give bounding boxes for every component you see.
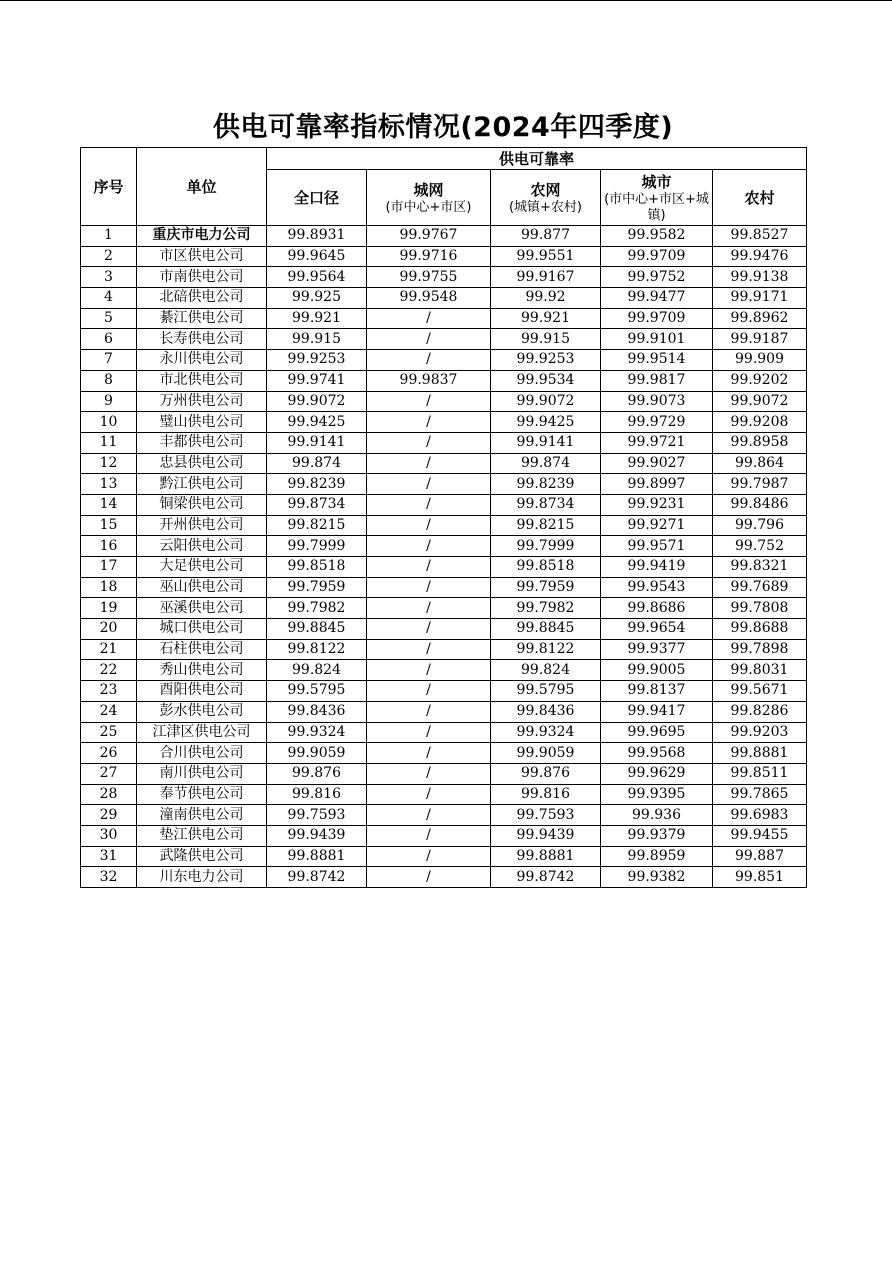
cell-overall: 99.7959 [267, 577, 367, 598]
cell-rural: 99.7987 [713, 474, 807, 495]
cell-rural-net: 99.8122 [491, 639, 601, 660]
table-row [81, 474, 807, 495]
cell-city: 99.8137 [601, 681, 713, 702]
cell-city: 99.936 [601, 805, 713, 826]
cell-city: 99.8959 [601, 846, 713, 867]
cell-rural: 99.9187 [713, 329, 807, 350]
cell-seq: 11 [81, 432, 137, 453]
cell-rural-net: 99.92 [491, 288, 601, 309]
cell-rural: 99.8881 [713, 743, 807, 764]
cell-unit: 彭水供电公司 [137, 701, 267, 722]
cell-city-net: / [367, 825, 491, 846]
cell-city-net: / [367, 660, 491, 681]
cell-rural-net: 99.7959 [491, 577, 601, 598]
table-row [81, 267, 807, 288]
cell-rural-net: 99.9425 [491, 412, 601, 433]
cell-overall: 99.9425 [267, 412, 367, 433]
cell-city-net: / [367, 743, 491, 764]
cell-seq: 10 [81, 412, 137, 433]
cell-city: 99.9379 [601, 825, 713, 846]
cell-city: 99.9695 [601, 722, 713, 743]
cell-seq: 21 [81, 639, 137, 660]
table-row [81, 825, 807, 846]
cell-seq: 32 [81, 867, 137, 888]
cell-unit: 市南供电公司 [137, 267, 267, 288]
cell-rural: 99.9171 [713, 288, 807, 309]
cell-overall: 99.9564 [267, 267, 367, 288]
cell-unit: 川东电力公司 [137, 867, 267, 888]
cell-rural-net: 99.8734 [491, 494, 601, 515]
cell-rural-net: 99.9072 [491, 391, 601, 412]
cell-city: 99.9752 [601, 267, 713, 288]
cell-overall: 99.921 [267, 308, 367, 329]
cell-unit: 城口供电公司 [137, 619, 267, 640]
cell-rural: 99.8031 [713, 660, 807, 681]
cell-unit: 市区供电公司 [137, 246, 267, 267]
cell-unit: 长寿供电公司 [137, 329, 267, 350]
cell-rural-net: 99.8881 [491, 846, 601, 867]
header-city: 城市 (市中心+市区+城镇) [601, 170, 713, 226]
cell-city-net: / [367, 432, 491, 453]
cell-city: 99.9629 [601, 763, 713, 784]
cell-overall: 99.8881 [267, 846, 367, 867]
cell-city-net: / [367, 329, 491, 350]
header-unit: 单位 [137, 148, 267, 226]
cell-city-net: / [367, 867, 491, 888]
cell-rural-net: 99.816 [491, 784, 601, 805]
table-row [81, 701, 807, 722]
cell-unit: 江津区供电公司 [137, 722, 267, 743]
table-row [81, 722, 807, 743]
cell-city-net: / [367, 681, 491, 702]
table-row [81, 619, 807, 640]
cell-seq: 19 [81, 598, 137, 619]
cell-rural-net: 99.876 [491, 763, 601, 784]
cell-overall: 99.8436 [267, 701, 367, 722]
cell-city: 99.9027 [601, 453, 713, 474]
cell-city: 99.9417 [601, 701, 713, 722]
cell-rural: 99.752 [713, 536, 807, 557]
cell-unit: 秀山供电公司 [137, 660, 267, 681]
table-body [81, 226, 807, 888]
cell-city: 99.9271 [601, 515, 713, 536]
cell-city: 99.9568 [601, 743, 713, 764]
cell-seq: 2 [81, 246, 137, 267]
cell-rural-net: 99.9141 [491, 432, 601, 453]
cell-unit: 武隆供电公司 [137, 846, 267, 867]
cell-city: 99.9395 [601, 784, 713, 805]
cell-overall: 99.7593 [267, 805, 367, 826]
cell-overall: 99.5795 [267, 681, 367, 702]
table-row [81, 660, 807, 681]
cell-unit: 万州供电公司 [137, 391, 267, 412]
cell-overall: 99.9324 [267, 722, 367, 743]
cell-rural: 99.8286 [713, 701, 807, 722]
cell-city: 99.9419 [601, 557, 713, 578]
header-rural-net-sub: (城镇+农村) [508, 200, 583, 215]
cell-unit: 南川供电公司 [137, 763, 267, 784]
header-city-sub: (市中心+市区+城镇) [604, 192, 709, 223]
cell-rural: 99.8958 [713, 432, 807, 453]
cell-rural: 99.9208 [713, 412, 807, 433]
table-row [81, 453, 807, 474]
cell-city: 99.9817 [601, 370, 713, 391]
cell-city-net: / [367, 494, 491, 515]
cell-rural: 99.851 [713, 867, 807, 888]
table-row [81, 536, 807, 557]
cell-unit: 巫山供电公司 [137, 577, 267, 598]
cell-rural: 99.864 [713, 453, 807, 474]
cell-city: 99.9543 [601, 577, 713, 598]
cell-overall: 99.8122 [267, 639, 367, 660]
table-row [81, 515, 807, 536]
cell-rural: 99.7865 [713, 784, 807, 805]
cell-overall: 99.8239 [267, 474, 367, 495]
cell-seq: 4 [81, 288, 137, 309]
cell-overall: 99.9741 [267, 370, 367, 391]
cell-city-net: 99.9837 [367, 370, 491, 391]
cell-city-net: / [367, 701, 491, 722]
cell-city: 99.9477 [601, 288, 713, 309]
cell-rural: 99.7808 [713, 598, 807, 619]
cell-seq: 3 [81, 267, 137, 288]
cell-seq: 1 [81, 226, 137, 247]
cell-rural-net: 99.8239 [491, 474, 601, 495]
cell-city-net: / [367, 619, 491, 640]
cell-rural: 99.909 [713, 350, 807, 371]
cell-rural-net: 99.9439 [491, 825, 601, 846]
cell-city: 99.9514 [601, 350, 713, 371]
cell-unit: 铜梁供电公司 [137, 494, 267, 515]
cell-rural: 99.5671 [713, 681, 807, 702]
cell-city: 99.9709 [601, 246, 713, 267]
cell-city: 99.9377 [601, 639, 713, 660]
table-row [81, 350, 807, 371]
cell-rural: 99.8962 [713, 308, 807, 329]
cell-rural: 99.9202 [713, 370, 807, 391]
cell-overall: 99.7982 [267, 598, 367, 619]
cell-city-net: / [367, 515, 491, 536]
cell-seq: 6 [81, 329, 137, 350]
cell-city: 99.9582 [601, 226, 713, 247]
cell-city-net: / [367, 639, 491, 660]
cell-rural: 99.9476 [713, 246, 807, 267]
cell-rural: 99.9455 [713, 825, 807, 846]
cell-overall: 99.876 [267, 763, 367, 784]
table-row [81, 494, 807, 515]
cell-unit: 云阳供电公司 [137, 536, 267, 557]
cell-unit: 綦江供电公司 [137, 308, 267, 329]
cell-seq: 7 [81, 350, 137, 371]
cell-city: 99.9721 [601, 432, 713, 453]
cell-unit: 潼南供电公司 [137, 805, 267, 826]
header-rural: 农村 [713, 170, 807, 226]
cell-rural-net: 99.8845 [491, 619, 601, 640]
cell-seq: 29 [81, 805, 137, 826]
cell-city-net: / [367, 391, 491, 412]
cell-seq: 24 [81, 701, 137, 722]
cell-rural-net: 99.915 [491, 329, 601, 350]
cell-unit: 北碚供电公司 [137, 288, 267, 309]
cell-city: 99.8686 [601, 598, 713, 619]
table-row [81, 784, 807, 805]
table-row [81, 743, 807, 764]
cell-rural-net: 99.8742 [491, 867, 601, 888]
table-row [81, 432, 807, 453]
cell-seq: 15 [81, 515, 137, 536]
cell-city-net: / [367, 577, 491, 598]
cell-rural-net: 99.921 [491, 308, 601, 329]
cell-rural: 99.8511 [713, 763, 807, 784]
cell-overall: 99.9439 [267, 825, 367, 846]
cell-overall: 99.8845 [267, 619, 367, 640]
cell-unit: 市北供电公司 [137, 370, 267, 391]
cell-city: 99.8997 [601, 474, 713, 495]
cell-rural-net: 99.5795 [491, 681, 601, 702]
cell-rural: 99.6983 [713, 805, 807, 826]
page-title: 供电可靠率指标情况(2024年四季度) [212, 112, 674, 143]
cell-seq: 5 [81, 308, 137, 329]
cell-city-net: / [367, 784, 491, 805]
cell-overall: 99.925 [267, 288, 367, 309]
table-row [81, 246, 807, 267]
cell-rural-net: 99.9534 [491, 370, 601, 391]
cell-city: 99.9571 [601, 536, 713, 557]
cell-city-net: / [367, 536, 491, 557]
cell-unit: 合川供电公司 [137, 743, 267, 764]
cell-overall: 99.9141 [267, 432, 367, 453]
cell-unit: 酉阳供电公司 [137, 681, 267, 702]
cell-rural-net: 99.8436 [491, 701, 601, 722]
cell-rural-net: 99.877 [491, 226, 601, 247]
cell-rural: 99.9072 [713, 391, 807, 412]
cell-rural: 99.8688 [713, 619, 807, 640]
cell-rural-net: 99.8518 [491, 557, 601, 578]
cell-rural-net: 99.8215 [491, 515, 601, 536]
cell-city-net: 99.9548 [367, 288, 491, 309]
table-row [81, 226, 807, 247]
cell-rural-net: 99.9551 [491, 246, 601, 267]
table-row [81, 308, 807, 329]
cell-overall: 99.9059 [267, 743, 367, 764]
cell-unit: 永川供电公司 [137, 350, 267, 371]
cell-rural-net: 99.7982 [491, 598, 601, 619]
cell-seq: 8 [81, 370, 137, 391]
cell-unit: 巫溪供电公司 [137, 598, 267, 619]
cell-city-net: 99.9716 [367, 246, 491, 267]
cell-unit: 丰都供电公司 [137, 432, 267, 453]
cell-seq: 9 [81, 391, 137, 412]
table-row [81, 681, 807, 702]
top-border-line [0, 0, 892, 1]
cell-city-net: 99.9767 [367, 226, 491, 247]
cell-rural: 99.9203 [713, 722, 807, 743]
header-city-net-sub: (市中心+市区) [385, 200, 472, 215]
reliability-table [80, 147, 807, 888]
cell-seq: 13 [81, 474, 137, 495]
cell-unit: 奉节供电公司 [137, 784, 267, 805]
header-seq: 序号 [81, 148, 137, 226]
cell-overall: 99.9072 [267, 391, 367, 412]
table-row [81, 639, 807, 660]
cell-rural-net: 99.9324 [491, 722, 601, 743]
cell-unit: 开州供电公司 [137, 515, 267, 536]
table-row [81, 288, 807, 309]
cell-unit: 璧山供电公司 [137, 412, 267, 433]
cell-seq: 31 [81, 846, 137, 867]
cell-city-net: / [367, 805, 491, 826]
cell-unit: 大足供电公司 [137, 557, 267, 578]
cell-overall: 99.915 [267, 329, 367, 350]
cell-rural: 99.8527 [713, 226, 807, 247]
cell-city-net: / [367, 453, 491, 474]
cell-seq: 23 [81, 681, 137, 702]
cell-city: 99.9231 [601, 494, 713, 515]
table-row [81, 867, 807, 888]
cell-overall: 99.8215 [267, 515, 367, 536]
cell-rural-net: 99.9059 [491, 743, 601, 764]
cell-rural: 99.8321 [713, 557, 807, 578]
table-row [81, 391, 807, 412]
table-row [81, 412, 807, 433]
cell-city-net: 99.9755 [367, 267, 491, 288]
cell-city: 99.9729 [601, 412, 713, 433]
cell-overall: 99.7999 [267, 536, 367, 557]
cell-overall: 99.8742 [267, 867, 367, 888]
cell-seq: 30 [81, 825, 137, 846]
cell-rural-net: 99.874 [491, 453, 601, 474]
header-rural-net: 农网 (城镇+农村) [491, 170, 601, 226]
cell-overall: 99.8518 [267, 557, 367, 578]
cell-seq: 28 [81, 784, 137, 805]
cell-overall: 99.9253 [267, 350, 367, 371]
table-row [81, 805, 807, 826]
cell-unit: 黔江供电公司 [137, 474, 267, 495]
cell-city: 99.9654 [601, 619, 713, 640]
cell-overall: 99.9645 [267, 246, 367, 267]
cell-city-net: / [367, 308, 491, 329]
cell-city-net: / [367, 350, 491, 371]
table-row [81, 598, 807, 619]
cell-rural: 99.9138 [713, 267, 807, 288]
cell-rural: 99.887 [713, 846, 807, 867]
cell-rural: 99.7898 [713, 639, 807, 660]
cell-rural-net: 99.9253 [491, 350, 601, 371]
table-row [81, 329, 807, 350]
cell-rural-net: 99.824 [491, 660, 601, 681]
header-city-net: 城网 (市中心+市区) [367, 170, 491, 226]
cell-seq: 16 [81, 536, 137, 557]
cell-seq: 22 [81, 660, 137, 681]
cell-city-net: / [367, 557, 491, 578]
cell-seq: 18 [81, 577, 137, 598]
cell-city-net: / [367, 846, 491, 867]
cell-city: 99.9101 [601, 329, 713, 350]
cell-rural-net: 99.9167 [491, 267, 601, 288]
cell-overall: 99.824 [267, 660, 367, 681]
cell-rural-net: 99.7999 [491, 536, 601, 557]
cell-overall: 99.874 [267, 453, 367, 474]
cell-rural: 99.796 [713, 515, 807, 536]
cell-city-net: / [367, 722, 491, 743]
cell-unit: 垫江供电公司 [137, 825, 267, 846]
table-row [81, 846, 807, 867]
cell-overall: 99.8931 [267, 226, 367, 247]
cell-seq: 25 [81, 722, 137, 743]
header-group: 供电可靠率 [267, 148, 807, 170]
cell-city: 99.9709 [601, 308, 713, 329]
table-row [81, 577, 807, 598]
cell-city-net: / [367, 763, 491, 784]
cell-city-net: / [367, 598, 491, 619]
cell-seq: 20 [81, 619, 137, 640]
cell-city: 99.9005 [601, 660, 713, 681]
cell-overall: 99.8734 [267, 494, 367, 515]
table-row [81, 763, 807, 784]
cell-seq: 27 [81, 763, 137, 784]
cell-city-net: / [367, 474, 491, 495]
cell-overall: 99.816 [267, 784, 367, 805]
table-row [81, 370, 807, 391]
cell-rural: 99.8486 [713, 494, 807, 515]
cell-city-net: / [367, 412, 491, 433]
cell-unit: 石柱供电公司 [137, 639, 267, 660]
cell-seq: 12 [81, 453, 137, 474]
cell-city: 99.9073 [601, 391, 713, 412]
cell-unit: 忠县供电公司 [137, 453, 267, 474]
cell-seq: 17 [81, 557, 137, 578]
cell-city: 99.9382 [601, 867, 713, 888]
cell-rural-net: 99.7593 [491, 805, 601, 826]
cell-seq: 14 [81, 494, 137, 515]
header-overall: 全口径 [267, 170, 367, 226]
cell-seq: 26 [81, 743, 137, 764]
cell-unit: 重庆市电力公司 [137, 226, 267, 247]
cell-rural: 99.7689 [713, 577, 807, 598]
table-row [81, 557, 807, 578]
